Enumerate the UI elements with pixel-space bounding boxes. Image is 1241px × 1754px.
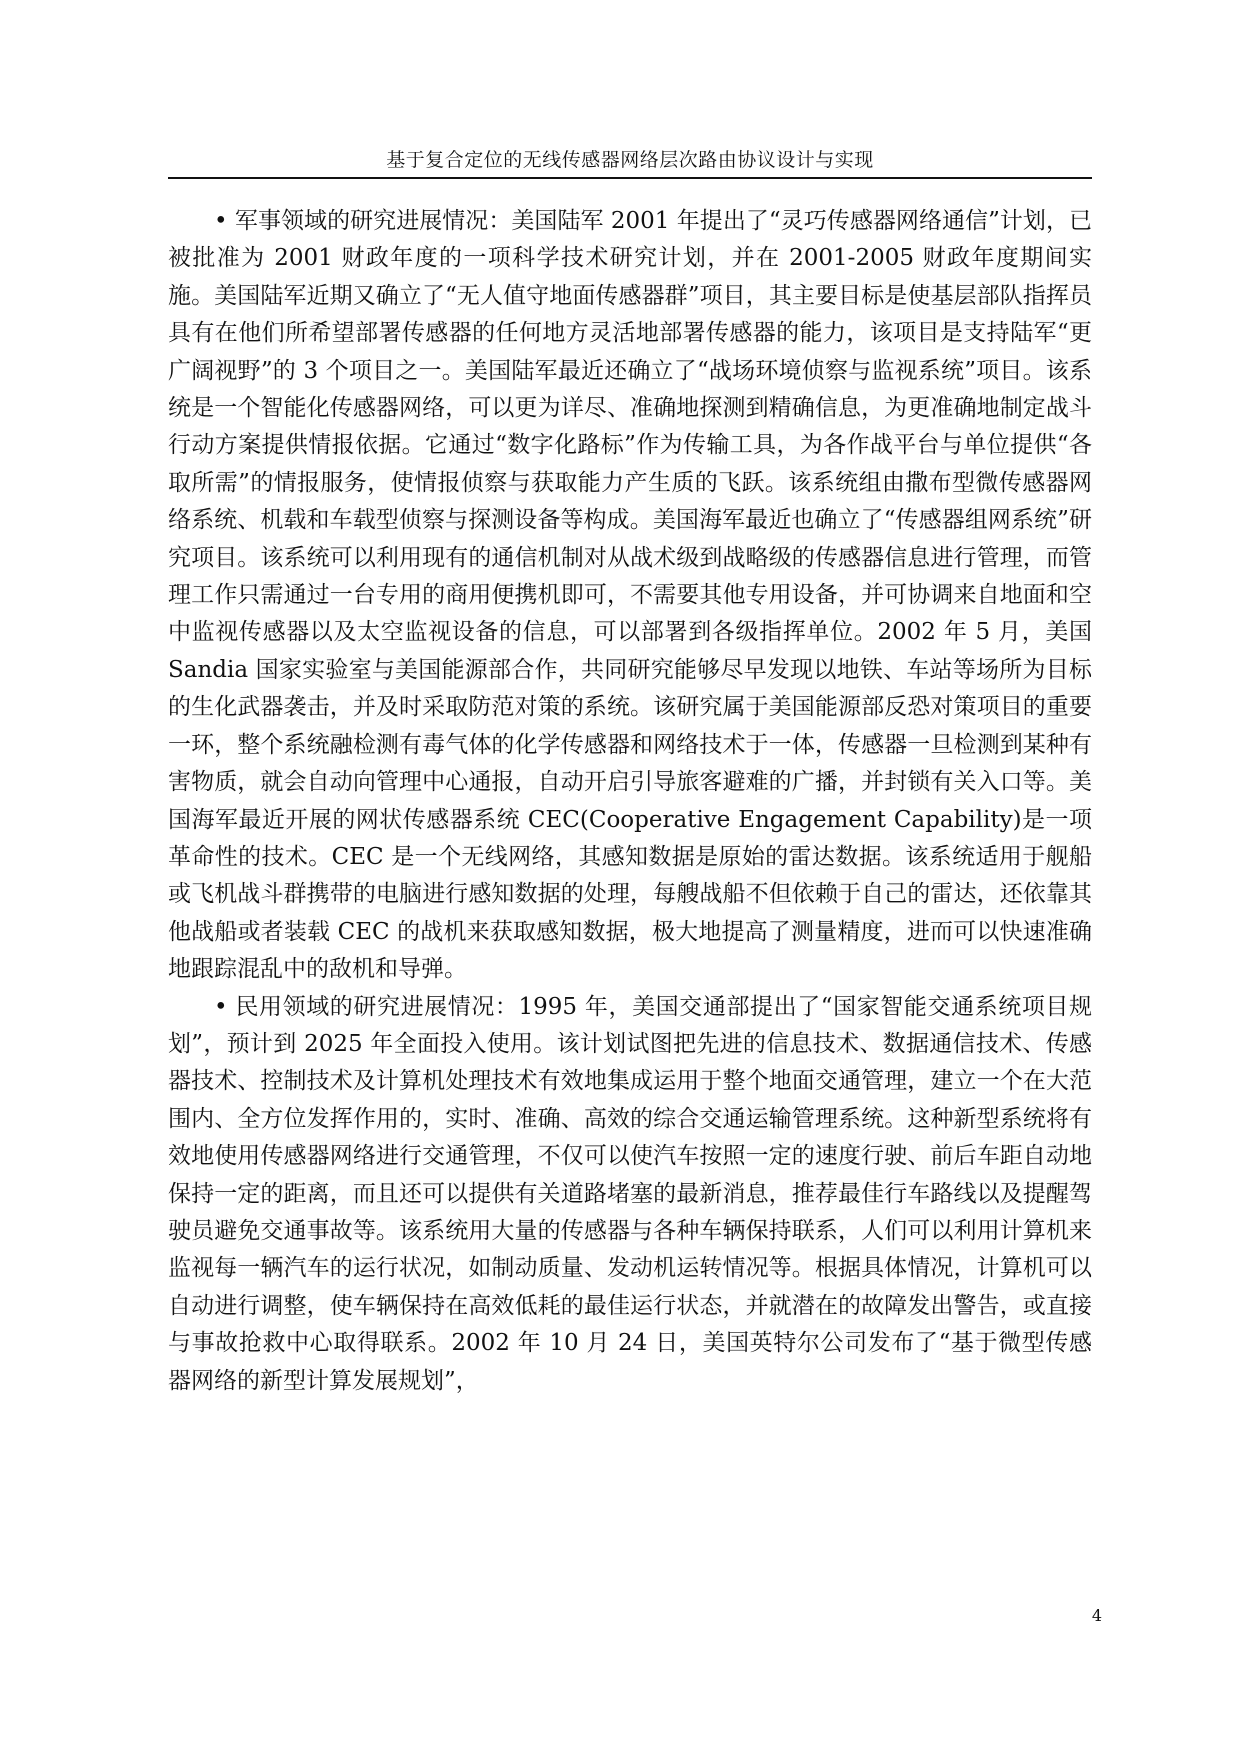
paragraph-civilian: • 民用领域的研究进展情况：1995 年，美国交通部提出了“国家智能交通系统项目规划”，预计到 2025 年全面投入使用。该计划试图把先进的信息技术、数据通信技术、传感器技术、控制技术及计算机处理技术有效地集成运用于整个地面交通管理，建立一个在大范围内、全方位发挥作用的，实时、准确、高效的综合交通运输管理系统。这种新型系统将有效地使用传感器网络进行交通管理，不仅可以使汽车按照一定的速度行驶、前后车距自动地保持一定的距离，而且还可以提供有关道路堵塞的最新消息，推荐最佳行车路线以及提醒驾驶员避免交通事故等。该系统用大量的传感器与各种车辆保持联系，人们可以利用计算机来监视每一辆汽车的运行状况，如制动质量、发动机运转情况等。根据具体情况，计算机可以自动进行调整，使车辆保持在高效低耗的最佳运行状态，并就潜在的故障发出警告，或直接与事故抢救中心取得联系。2002 年 10 月 24 日，美国英特尔公司发布了“基于微型传感器网络的新型计算发展规划”， xyxy=(168,993,1092,1394)
body-text xyxy=(168,203,1092,1400)
page-number: 4 xyxy=(1091,1606,1102,1625)
paragraph-military: • 军事领域的研究进展情况：美国陆军 2001 年提出了“灵巧传感器网络通信”计划，已被批准为 2001 财政年度的一项科学技术研究计划，并在 2001-2005 财政年度期间实施。美国陆军近期又确立了“无人值守地面传感器群”项目，其主要目标是使基层部队指挥员具有在他们所希望部署传感器的任何地方灵活地部署传感器的能力，该项目是支持陆军“更广阔视野”的 3 个项目之一。美国陆军最近还确立了“战场环境侦察与监视系统”项目。该系统是一个智能化传感器网络，可以更为详尽、准确地探测到精确信息，为更准确地制定战斗行动方案提供情报依据。它通过“数字化路标”作为传输工具，为各作战平台与单位提供“各取所需”的情报服务，使情报侦察与获取能力产生质的飞跃。该系统组由撒布型微传感器网络系统、机载和车载型侦察与探测设备等构成。美国海军最近也确立了“传感器组网系统”研究项目。该系统可以利用现有的通信机制对从战术级到战略级的传感器信息进行管理，而管理工作只需通过一台专用的商用便携机即可，不需要其他专用设备，并可协调来自地面和空中监视传感器以及太空监视设备的信息，可以部署到各级指挥单位。2002 年 5 月，美国 Sandia 国家实验室与美国能源部合作，共同研究能够尽早发现以地铁、车站等场所为目标的生化武器袭击，并及时采取防范对策的系统。该研究属于美国能源部反恐对策项目的重要一环，整个系统融检测有毒气体的化学传感器和网络技术于一体，传感器一旦检测到某种有害物质，就会自动向管理中心通报，自动开启引导旅客避难的广播，并封锁有关入口等。美国海军最近开展的网状传感器系统 CEC(Cooperative Engagement Capability)是一项革命性的技术。CEC 是一个无线网络，其感知数据是原始的雷达数据。该系统适用于舰船或飞机战斗群携带的电脑进行感知数据的处理，每艘战船不但依赖于自己的雷达，还依靠其他战船或者装载 CEC 的战机来获取感知数据，极大地提高了测量精度，进而可以快速准确地跟踪混乱中的敌机和导弹。 xyxy=(168,208,1092,983)
running-header: 基于复合定位的无线传感器网络层次路由协议设计与实现 xyxy=(386,149,874,171)
header-divider xyxy=(168,177,1092,179)
